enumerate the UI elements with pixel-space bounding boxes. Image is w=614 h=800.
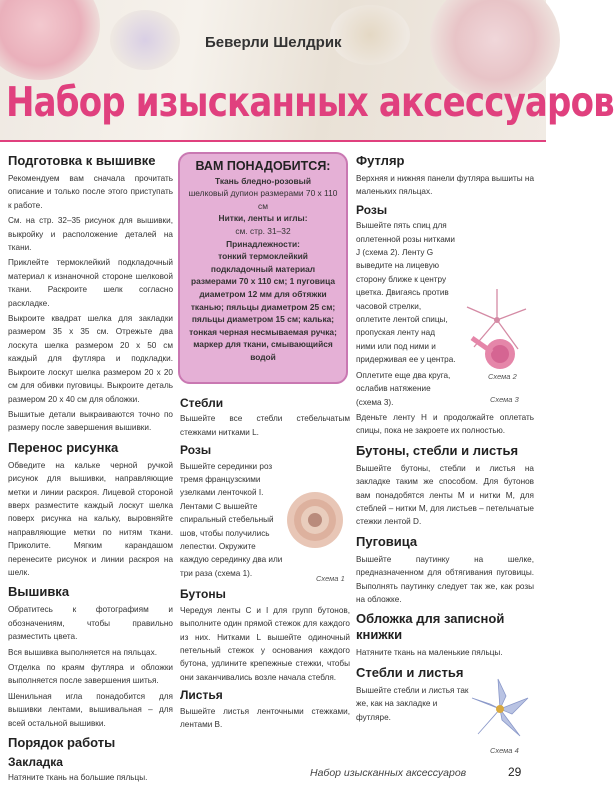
paragraph: Обратитесь к фотографиям и обозначениям, чтобы правильно разместить цвета. bbox=[8, 605, 173, 642]
figure-2-label: Схема 2 bbox=[488, 372, 517, 381]
heading-case: Футляр bbox=[356, 153, 405, 168]
paragraph: Натяните ткань на маленькие пяльцы. bbox=[356, 648, 503, 658]
heading-roses: Розы bbox=[180, 443, 212, 458]
paragraph: Выкроите квадрат шелка для закладки размером 35 х 35 см. Отрежьте два лоскута шелка размером 20 х 50 см каждый для футляра и подкладки. Выкроите лоскут шелка размером 20 х 20 см для обивки пуговицы. Выкроите деталь размером 20 х 40 см для обложки. bbox=[8, 314, 173, 404]
paragraph: Рекомендуем вам сначала прочитать описание и только после этого приступать к работе. bbox=[8, 174, 173, 210]
paragraph: Вышитые детали выкраиваются точно по размеру после завершения вышивки. bbox=[8, 409, 173, 433]
heading-roses-right: Розы bbox=[356, 202, 388, 217]
rose-figure bbox=[285, 490, 345, 550]
paragraph: Вся вышивка выполняется на пяльцах. bbox=[8, 647, 157, 657]
heading-leaves: Листья bbox=[180, 688, 223, 703]
fabric-label: Ткань бледно-розовый bbox=[215, 175, 311, 186]
flower-decoration bbox=[110, 10, 180, 70]
threads-label: Нитки, ленты и иглы: bbox=[218, 213, 308, 224]
threads-text: см. стр. 31–32 bbox=[235, 225, 291, 236]
materials-box bbox=[178, 152, 348, 384]
rose-decoration bbox=[0, 0, 100, 80]
paragraph: Верхняя и нижняя панели футляра вышиты на маленьких пяльцах. bbox=[356, 174, 534, 197]
heading-buds-stems: Бутоны, стебли и листья bbox=[356, 442, 519, 458]
heading-stems-leaves: Стебли и листья bbox=[356, 664, 464, 680]
paragraph: Вышейте паутинку на шелке, предназначенном для обтягивания пуговицы. Выполнять паутинку следует так же, как розы на обложке. bbox=[356, 554, 534, 604]
heading-transfer: Перенос рисунка bbox=[8, 439, 119, 455]
paragraph: Оплетите еще два круга, ослабив натяжение (схема 3). bbox=[356, 370, 451, 407]
paragraph: См. на стр. 32–35 рисунок для вышивки, выкройку и расположение деталей на ткани. bbox=[8, 216, 173, 253]
figure-4-label: Схема 4 bbox=[490, 746, 519, 755]
supplies-label: Принадлежности: bbox=[226, 238, 300, 249]
paragraph: Вышейте серединки роз тремя французскими узелками ленточкой I. Лентами С вышейте спиральный стебельный шов, чтобы получились лепестки. Окружите каждую серединку два или три раза (схема 1). bbox=[180, 461, 283, 578]
paragraph: Вышейте листья ленточными стежками, лентами B. bbox=[180, 706, 350, 729]
paragraph: Вденьте ленту H и продолжайте оплетать спицы, пока не закроете их полностью. bbox=[356, 412, 534, 436]
page-title: Набор изысканных аксессуаров bbox=[6, 78, 614, 126]
heading-stems: Стебли bbox=[180, 396, 224, 410]
paragraph: Натяните ткань на большие пяльцы. bbox=[8, 773, 148, 783]
materials-title: ВАМ ПОНАДОБИТСЯ: bbox=[195, 159, 331, 173]
paragraph: Шенильная игла понадобится для вышивки лентами, вышивальная – для всей остальной вышивки. bbox=[8, 691, 173, 728]
flower-decoration bbox=[330, 5, 410, 65]
heading-bookmark: Закладка bbox=[8, 755, 63, 770]
heading-cover: Обложка для записной книжки bbox=[356, 611, 505, 643]
heading-button: Пуговица bbox=[356, 533, 418, 549]
page-number: 29 bbox=[508, 765, 522, 779]
heading-order: Порядок работы bbox=[8, 735, 116, 751]
author-name: Беверли Шелдрик bbox=[205, 34, 342, 51]
paragraph: Вышейте пять спиц для оплетенной розы нитками J (схема 2). Ленту G выведите на лицевую сторону ближе к центру цветка. Двигаясь против часовой стрелки, оплетите лентой спицы, пропуская ленту над ними или под ними и придерживая ее у центра. bbox=[356, 221, 456, 365]
header-rule bbox=[0, 140, 546, 142]
figure-3-label: Схема 3 bbox=[490, 395, 519, 404]
paragraph: Вышейте все стебли стебельчатым стежками нитками L. bbox=[180, 414, 350, 437]
supplies-text: тонкий термоклейкий подкладочный материал размерами 70 х 110 см; 1 пуговица диаметром 12 мм для обтяжки тканью; пяльцы диаметром 25 см; пяльцы диаметром 15 см; калька; тонкая черная несмываемая ручка; маркер для ткани, смывающийся водой bbox=[189, 251, 337, 362]
paragraph: Вышейте бутоны, стебли и листья на закладке таким же способом. Для бутонов вам понадобятся ленты M и нитки M, для стеблей – нитки M, для листьев – петельчатые стежки лентой D. bbox=[356, 463, 534, 527]
footer-caption: Набор изысканных аксессуаров bbox=[310, 767, 467, 779]
heading-embroidery: Вышивка bbox=[8, 584, 70, 600]
left-column bbox=[8, 148, 173, 787]
heading-buds: Бутоны bbox=[180, 587, 226, 602]
paragraph: Чередуя ленты С и I для групп бутонов, выполните один прямой стежок для каждого из них. Нитками L вышейте одиночный петельный стежок у основания каждого бутона, удлините крепежные стежки, чтобы они заканчивались возле начала стебля. bbox=[180, 605, 350, 682]
woven-rose-figure bbox=[462, 330, 532, 378]
heading-preparation: Подготовка к вышивке bbox=[8, 153, 156, 168]
paragraph: Обведите на кальке черной ручкой рисунок для вышивки, направляющие метки и линии раскроя. Лицевой стороной вверх разместите каждый лоскут шелка поверх рисунка на кальку, выровняйте направляющие метки по нитям ткани. Приколите. Мягким карандашом перенесите рисунок и линии раскроя на шелк. bbox=[8, 460, 173, 577]
paragraph: Приклейте термоклейкий подкладочный материал к изнаночной стороне шелковой ткани. Раскроите шелк согласно раскладке. bbox=[8, 258, 173, 308]
fabric-text: шелковый дупион размерами 70 х 110 см bbox=[188, 188, 338, 211]
paragraph: Отделка по краям футляра и обложки выполняется после завершения шитья. bbox=[8, 663, 173, 686]
figure-1-label: Схема 1 bbox=[316, 574, 345, 583]
middle-column bbox=[180, 392, 350, 733]
lily-figure bbox=[468, 676, 532, 742]
right-column bbox=[356, 148, 534, 726]
paragraph: Вышейте стебли и листья так же, как на закладке и футляре. bbox=[356, 685, 469, 722]
